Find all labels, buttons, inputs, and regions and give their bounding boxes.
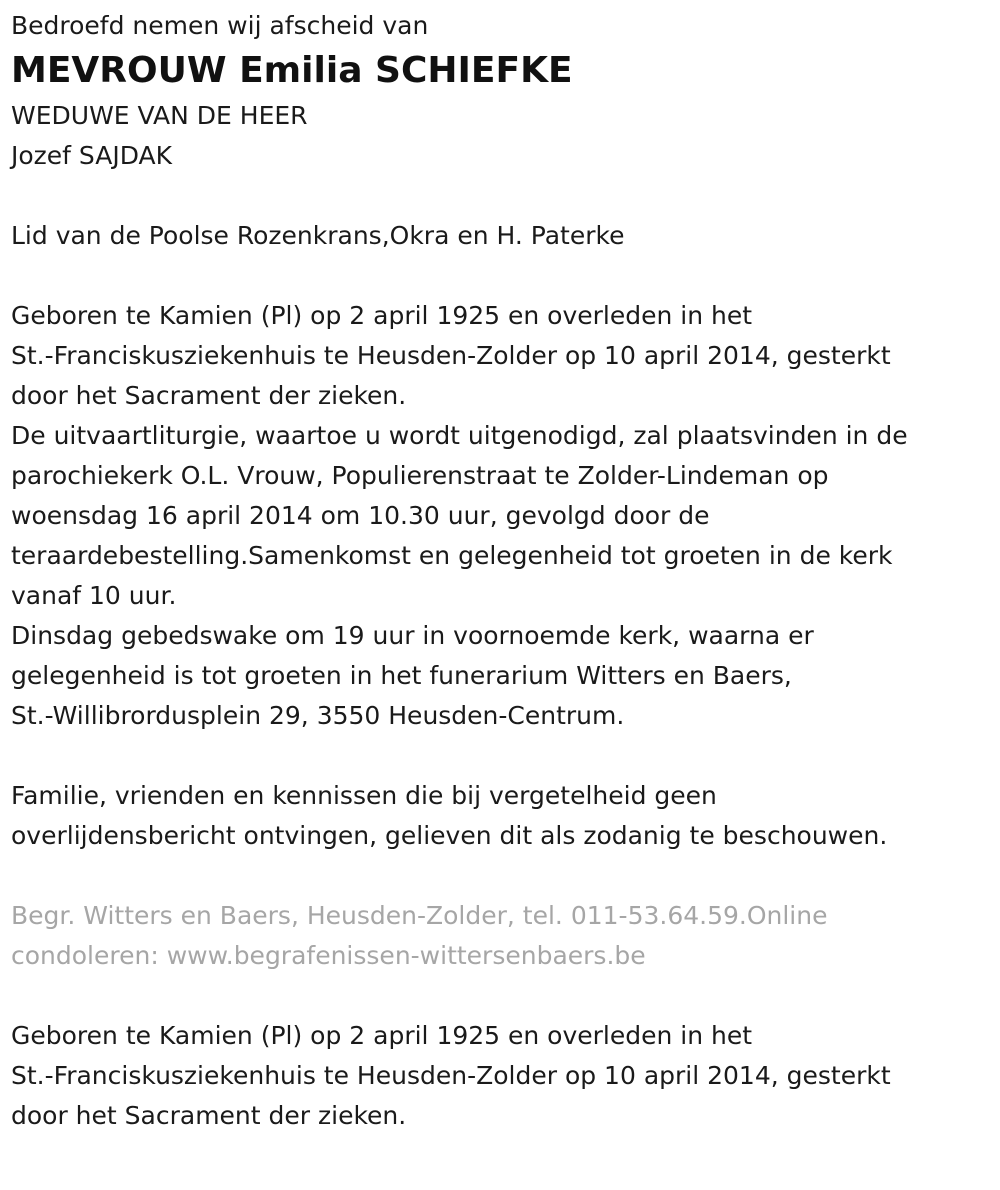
membership-text: Lid van de Poolse Rozenkrans,Okra en H. Paterke <box>11 221 625 250</box>
paragraph-line: Familie, vrienden en kennissen die bij vergetelheid geen <box>11 781 717 810</box>
funeral-home-info <box>11 896 1000 976</box>
funeral-paragraph <box>11 416 1000 616</box>
spacer <box>11 256 1000 296</box>
paragraph-line: woensdag 16 april 2014 om 10.30 uur, gevolgd door de <box>11 501 710 530</box>
paragraph-line: overlijdensbericht ontvingen, gelieven dit als zodanig te beschouwen. <box>11 821 888 850</box>
paragraph-line: vanaf 10 uur. <box>11 581 177 610</box>
deceased-relation: WEDUWE VAN DE HEER <box>11 101 308 130</box>
wake-paragraph <box>11 616 1000 736</box>
deceased-spouse: Jozef SAJDAK <box>11 141 173 170</box>
spacer <box>11 736 1000 776</box>
birth-death-paragraph-repeat <box>11 1016 1000 1136</box>
birth-death-paragraph <box>11 296 1000 416</box>
paragraph-line: St.-Willibrordusplein 29, 3550 Heusden-Centrum. <box>11 701 625 730</box>
paragraph-line: parochiekerk O.L. Vrouw, Populierenstraat te Zolder-Lindeman op <box>11 461 829 490</box>
funeral-home-line: condoleren: www.begrafenissen-wittersenbaers.be <box>11 941 646 970</box>
spacer <box>11 176 1000 216</box>
obituary-notice <box>0 6 1000 1136</box>
funeral-home-line: Begr. Witters en Baers, Heusden-Zolder, tel. 011-53.64.59.Online <box>11 901 828 930</box>
paragraph-line: gelegenheid is tot groeten in het funerarium Witters en Baers, <box>11 661 792 690</box>
paragraph-line: door het Sacrament der zieken. <box>11 1101 407 1130</box>
paragraph-line: Geboren te Kamien (Pl) op 2 april 1925 en overleden in het <box>11 301 753 330</box>
paragraph-line: teraardebestelling.Samenkomst en gelegenheid tot groeten in de kerk <box>11 541 893 570</box>
spacer <box>11 856 1000 896</box>
spacer <box>11 976 1000 1016</box>
paragraph-line: door het Sacrament der zieken. <box>11 381 407 410</box>
notice-paragraph <box>11 776 1000 856</box>
paragraph-line: De uitvaartliturgie, waartoe u wordt uitgenodigd, zal plaatsvinden in de <box>11 421 908 450</box>
paragraph-line: Geboren te Kamien (Pl) op 2 april 1925 en overleden in het <box>11 1021 753 1050</box>
deceased-block <box>11 46 1000 176</box>
paragraph-line: St.-Franciskusziekenhuis te Heusden-Zolder op 10 april 2014, gesterkt <box>11 341 891 370</box>
paragraph-line: Dinsdag gebedswake om 19 uur in voornoemde kerk, waarna er <box>11 621 814 650</box>
paragraph-line: St.-Franciskusziekenhuis te Heusden-Zolder op 10 april 2014, gesterkt <box>11 1061 891 1090</box>
intro-text: Bedroefd nemen wij afscheid van <box>11 11 429 40</box>
deceased-name: MEVROUW Emilia SCHIEFKE <box>11 50 573 91</box>
